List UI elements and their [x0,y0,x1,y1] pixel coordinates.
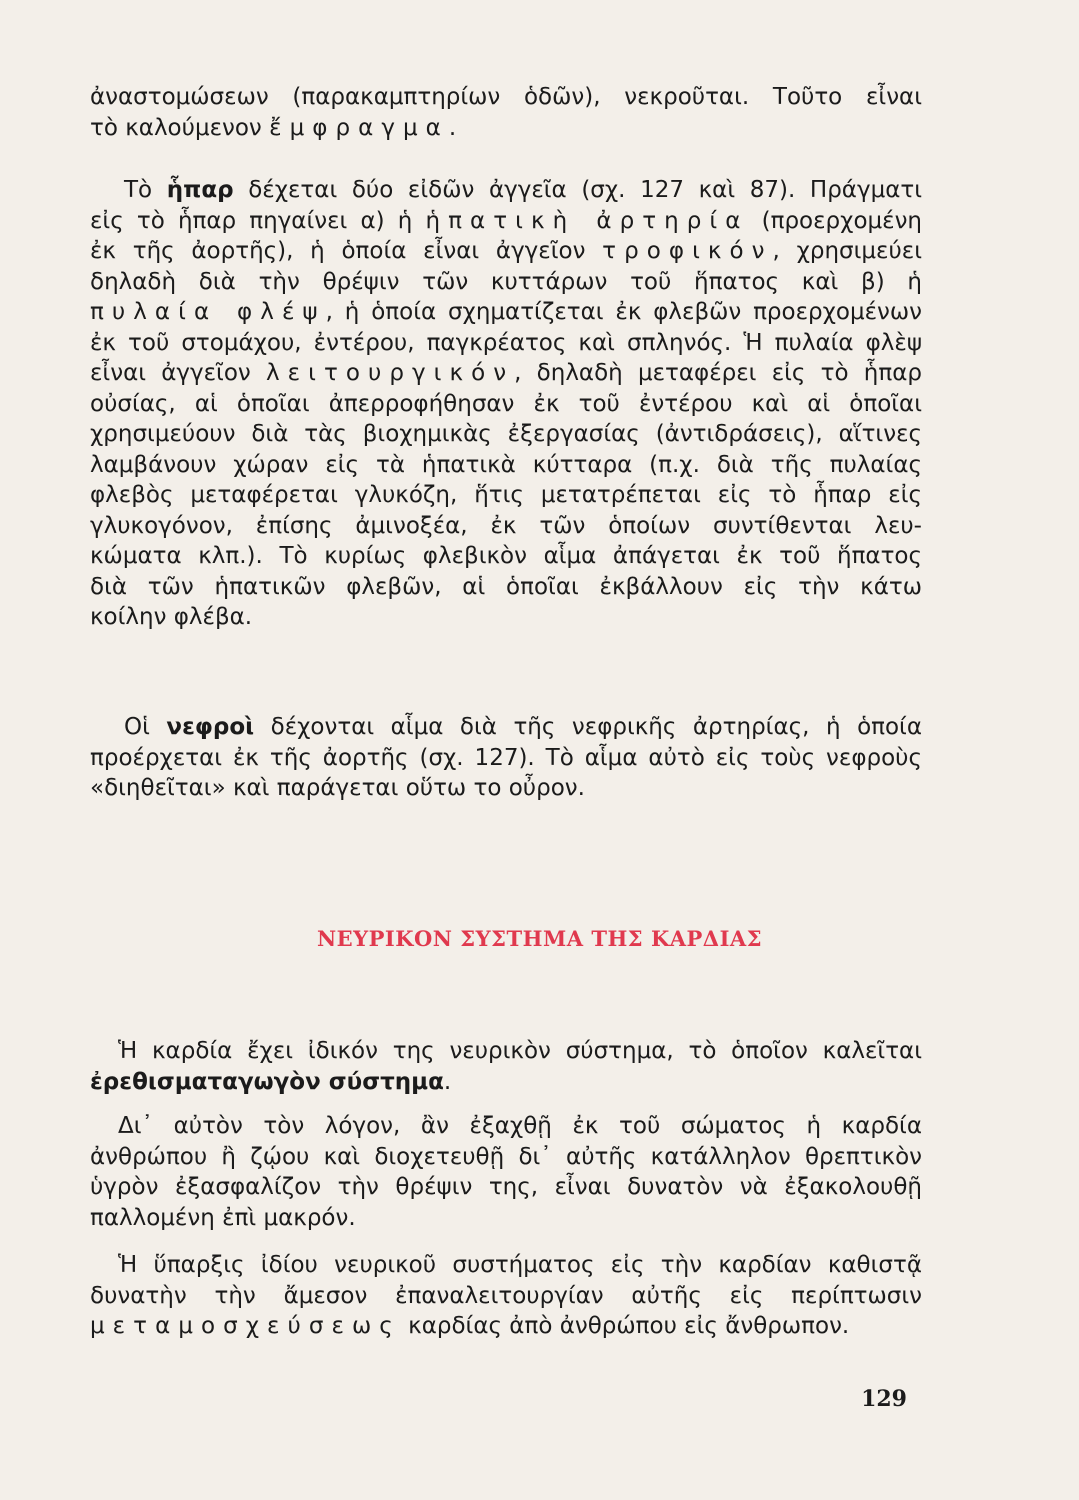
spaced-term: τροφικόν [602,238,773,264]
spaced-term: μεταμοσχεύσεως [90,1313,401,1339]
text-line: ἀναστομώσεων (παρακαμπτηρίων ὁδῶν), νεκροῦται. Τοῦτο εἶναι [90,84,922,110]
text-line: πυλαία φλέψ, ἡ ὁποία σχηματίζεται ἐκ φλεβῶν προερχομένων [90,299,922,325]
bold-term: νεφροὶ [166,714,255,740]
spaced-term: λειτουργικόν [266,360,515,386]
text-line: λαμβάνουν χώραν εἰς τὰ ἡπατικὰ κύτταρα (π.χ. διὰ τῆς πυλαίας [90,451,922,478]
text-line: ἀνθρώπου ἢ ζῴου καὶ διοχετευθῇ δι᾿ αὐτῆς κατάλληλον θρεπτικὸν [90,1143,922,1170]
text-line: δυνατὴν τὴν ἄμεσον ἐπαναλειτουργίαν αὐτῆς εἰς περίπτωσιν [90,1282,922,1309]
text-line: μεταμοσχεύσεως καρδίας ἀπὸ ἀνθρώπου εἰς ἄνθρωπον. [90,1313,850,1339]
text-line: διὰ τῶν ἡπατικῶν φλεβῶν, αἱ ὁποῖαι ἐκβάλλουν εἰς τὴν κάτω [90,573,922,600]
page-number: 129 [861,1386,907,1412]
text-line: κοίλην φλέβα. [90,604,253,630]
paragraph-infarct [90,82,922,143]
text-line: ἐρεθισματαγωγὸν σύστημα. [90,1068,452,1095]
text-line: προέρχεται ἐκ τῆς ἀορτῆς (σχ. 127). Τὸ αἷμα αὐτὸ εἰς τοὺς νεφροὺς [90,744,922,771]
section-heading: ΝΕΥΡΙΚΟΝ ΣΥΣΤΗΜΑ ΤΗΣ ΚΑΡΔΙΑΣ [316,926,763,951]
paragraph-heart-perfusion [90,1111,922,1233]
text-line: παλλομένη ἐπὶ μακρόν. [90,1204,356,1231]
spaced-term: ἡπατικὴ ἀρτηρία [425,207,749,234]
text-line: χρησιμεύουν διὰ τὰς βιοχημικὰς ἐξεργασίας (ἀντιδράσεις), αἵτινες [90,421,922,447]
text-line: Τὸ ἧπαρ δέχεται δύο εἰδῶν ἀγγεῖα (σχ. 127 καὶ 87). Πράγματι [124,177,922,203]
text-line: «διηθεῖται» καὶ παράγεται οὕτω το οὖρον. [90,775,585,801]
paragraph-liver [90,175,922,633]
text-line: τὸ καλούμενον ἔμφραγμα. [90,114,457,141]
text-line: φλεβὸς μεταφέρεται γλυκόζη, ἥτις μετατρέπεται εἰς τὸ ἧπαρ εἰς [90,482,922,508]
text-line: κώματα κλπ.). Τὸ κυρίως φλεβικὸν αἷμα ἀπάγεται ἐκ τοῦ ἥπατος [90,543,922,569]
text-line: ἐκ τοῦ στομάχου, ἐντέρου, παγκρέατος καὶ σπληνός. Ἡ πυλαία φλὲψ [90,329,922,356]
text-line: γλυκογόνον, ἐπίσης ἀμινοξέα, ἐκ τῶν ὁποίων συντίθενται λευ- [90,512,922,539]
text-line: Οἱ νεφροὶ δέχονται αἷμα διὰ τῆς νεφρικῆς ἀρτηρίας, ἡ ὁποία [124,714,922,740]
text-line: Δι᾿ αὐτὸν τὸν λόγον, ἂν ἐξαχθῇ ἐκ τοῦ σώματος ἡ καρδία [118,1113,922,1139]
bold-term: ἧπαρ [166,177,234,203]
paragraph-cardiac-conduction [90,1036,922,1097]
text-line: οὐσίας, αἱ ὁποῖαι ἀπερροφήθησαν ἐκ τοῦ ἐντέρου καὶ αἱ ὁποῖαι [90,390,922,417]
bold-term: ἐρεθισματαγωγὸν σύστημα [90,1068,444,1095]
text-line: εἶναι ἀγγεῖον λειτουργικόν, δηλαδὴ μεταφέρει εἰς τὸ ἧπαρ [90,360,922,386]
text-line: εἰς τὸ ἧπαρ πηγαίνει α) ἡ ἡπατικὴ ἀρτηρία (προερχομένη [90,207,923,234]
spaced-term: ἔμφραγμα [269,114,449,141]
paragraph-transplant [90,1250,922,1342]
text-line: ὑγρὸν ἐξασφαλίζον τὴν θρέψιν της, εἶναι δυνατὸν νὰ ἐξακολουθῇ [90,1174,922,1200]
text-line: ἐκ τῆς ἀορτῆς), ἡ ὁποία εἶναι ἀγγεῖον τροφικόν, χρησιμεύει [90,238,922,264]
text-line: δηλαδὴ διὰ τὴν θρέψιν τῶν κυττάρων τοῦ ἥπατος καὶ β) ἡ [90,268,922,295]
text-line: Ἡ καρδία ἔχει ἰδικόν της νευρικὸν σύστημα, τὸ ὁποῖον καλεῖται [118,1038,922,1064]
spaced-term: πυλαία φλέψ [90,299,326,325]
text-line: Ἡ ὕπαρξις ἰδίου νευρικοῦ συστήματος εἰς τὴν καρδίαν καθιστᾷ [118,1252,922,1278]
paragraph-kidneys [90,712,922,804]
